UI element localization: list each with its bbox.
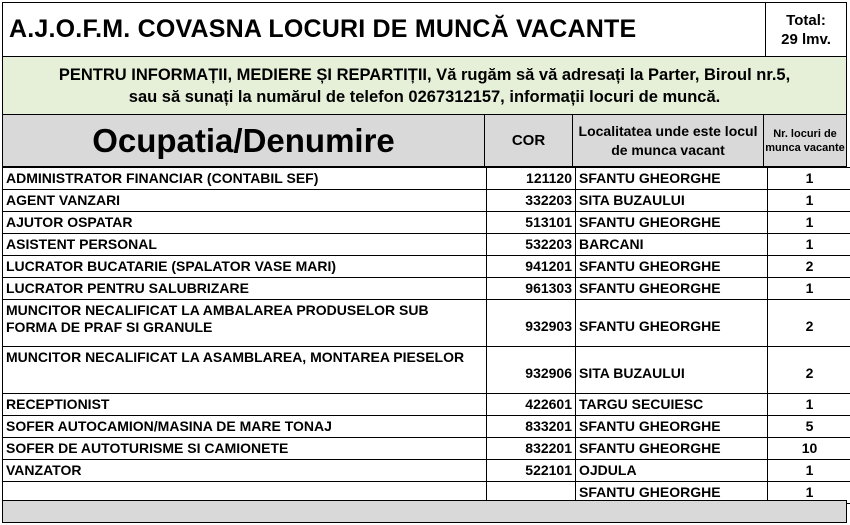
count-cell: 2 <box>768 256 850 278</box>
count-cell: 1 <box>768 190 850 212</box>
cor-cell: 422601 <box>487 394 576 416</box>
count-cell: 1 <box>768 394 850 416</box>
count-cell: 2 <box>768 347 850 394</box>
total-label: Total: <box>786 11 826 29</box>
location-cell: SITA BUZAULUI <box>576 190 768 212</box>
location-cell: SFANTU GHEORGHE <box>576 416 768 438</box>
title-row <box>2 2 847 57</box>
cor-cell: 932903 <box>487 300 576 347</box>
cor-cell: 532203 <box>487 234 576 256</box>
location-cell: SFANTU GHEORGHE <box>576 278 768 300</box>
occupation-cell: VANZATOR <box>3 460 487 482</box>
table-row <box>3 190 850 212</box>
location-cell: OJDULA <box>576 460 768 482</box>
location-cell: SITA BUZAULUI <box>576 347 768 394</box>
cor-cell: 832201 <box>487 438 576 460</box>
table-row <box>3 278 850 300</box>
sheet-title: A.J.O.F.M. COVASNA LOCURI DE MUNCĂ VACANTE <box>3 3 766 56</box>
count-cell: 1 <box>768 234 850 256</box>
occupation-cell: RECEPTIONIST <box>3 394 487 416</box>
table-row <box>3 256 850 278</box>
count-cell: 2 <box>768 300 850 347</box>
occupation-cell: ASISTENT PERSONAL <box>3 234 487 256</box>
location-cell: SFANTU GHEORGHE <box>576 438 768 460</box>
occupation-cell: AGENT VANZARI <box>3 190 487 212</box>
table-row <box>3 347 850 394</box>
table-row <box>3 168 850 190</box>
job-vacancies-sheet <box>2 2 847 523</box>
occupation-cell: LUCRATOR PENTRU SALUBRIZARE <box>3 278 487 300</box>
table-row <box>3 212 850 234</box>
count-cell: 1 <box>768 460 850 482</box>
location-cell: SFANTU GHEORGHE <box>576 212 768 234</box>
location-cell: SFANTU GHEORGHE <box>576 482 768 504</box>
count-cell: 5 <box>768 416 850 438</box>
cor-cell: 941201 <box>487 256 576 278</box>
table-row <box>3 234 850 256</box>
info-line-1: PENTRU INFORMAȚII, MEDIERE ȘI REPARTIȚII, Vă rugăm să vă adresați la Parter, Biroul nr.5, <box>58 65 791 84</box>
table-row <box>3 416 850 438</box>
table-row <box>3 394 850 416</box>
cor-cell: 513101 <box>487 212 576 234</box>
vacancies-table <box>2 167 850 504</box>
occupation-cell: MUNCITOR NECALIFICAT LA ASAMBLAREA, MONTAREA PIESELOR <box>3 347 487 394</box>
count-cell: 1 <box>768 168 850 190</box>
cor-cell: 332203 <box>487 190 576 212</box>
location-cell: BARCANI <box>576 234 768 256</box>
info-banner <box>2 57 847 115</box>
location-cell: SFANTU GHEORGHE <box>576 168 768 190</box>
column-header-location: Localitatea unde este locul de munca vacant <box>573 115 764 167</box>
occupation-cell: ADMINISTRATOR FINANCIAR (CONTABIL SEF) <box>3 168 487 190</box>
occupation-cell: SOFER DE AUTOTURISME SI CAMIONETE <box>3 438 487 460</box>
column-header-occupation: Ocupatia/Denumire <box>2 115 485 167</box>
table-row <box>3 300 850 347</box>
table-row <box>3 438 850 460</box>
table-row <box>3 460 850 482</box>
info-line-2: sau să sunați la numărul de telefon 0267312157, informații locuri de muncă. <box>128 87 721 106</box>
footer-band <box>2 500 847 523</box>
cor-cell: 961303 <box>487 278 576 300</box>
location-cell: SFANTU GHEORGHE <box>576 256 768 278</box>
column-header-cor: COR <box>485 115 573 167</box>
column-header-count: Nr. locuri de munca vacante <box>764 115 847 167</box>
occupation-cell: AJUTOR OSPATAR <box>3 212 487 234</box>
cor-cell: 833201 <box>487 416 576 438</box>
location-cell: TARGU SECUIESC <box>576 394 768 416</box>
cor-cell: 121120 <box>487 168 576 190</box>
cor-cell: 522101 <box>487 460 576 482</box>
count-cell: 10 <box>768 438 850 460</box>
occupation-cell: SOFER AUTOCAMION/MASINA DE MARE TONAJ <box>3 416 487 438</box>
total-cell <box>766 3 846 56</box>
cor-cell: 932906 <box>487 347 576 394</box>
occupation-cell: MUNCITOR NECALIFICAT LA AMBALAREA PRODUSELOR SUB FORMA DE PRAF SI GRANULE <box>3 300 487 347</box>
location-cell: SFANTU GHEORGHE <box>576 300 768 347</box>
count-cell: 1 <box>768 212 850 234</box>
count-cell: 1 <box>768 482 850 504</box>
total-value: 29 lmv. <box>781 30 831 48</box>
count-cell: 1 <box>768 278 850 300</box>
occupation-cell: LUCRATOR BUCATARIE (SPALATOR VASE MARI) <box>3 256 487 278</box>
